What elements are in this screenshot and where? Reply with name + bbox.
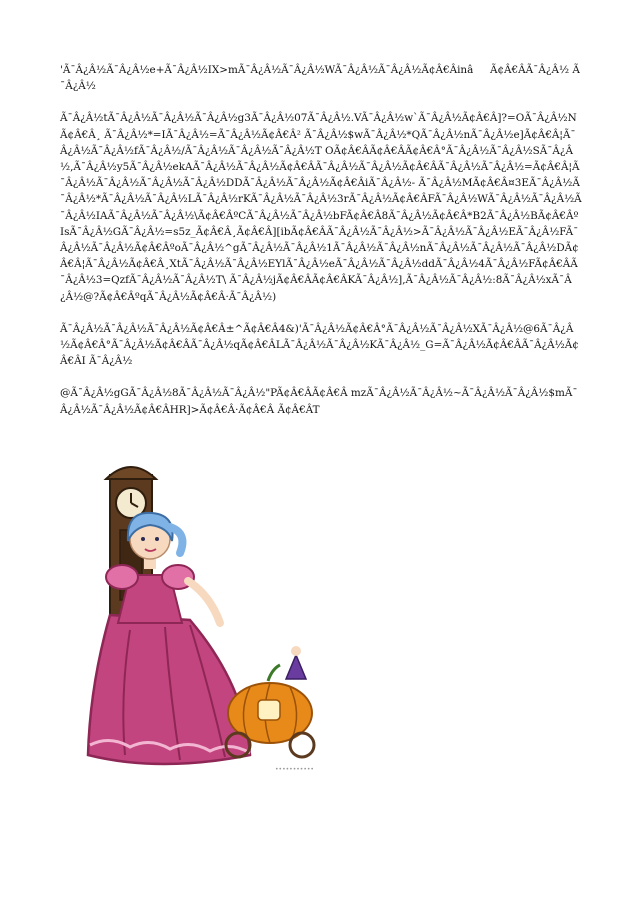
paragraph-4: @Ã¯Â¿Â½gGÃ¯Â¿Â½8Ã¯Â¿Â½Ã¯Â¿Â½"PÃ¢Â€ÂÃ¢Â€Â mzÃ¯Â¿Â½Ã¯Â¿Â½~Ã¯Â¿Â½Ã¯Â¿Â½$mÃ¯Â¿Â½Ã¯Â¿Â½Ã¢Â€ÂHR]>Ã¢Â€Â·Ã¢Â€Â Ã¢Â€ÂT (60, 387, 578, 416)
illustration-credit: ••••••••••• (275, 766, 314, 773)
paragraph-2: Ã¯Â¿Â½tÃ¯Â¿Â½Ã¯Â¿Â½Ã¯Â¿Â½g3Ã¯Â¿Â½07Ã¯Â¿Â½.VÃ¯Â¿Â½w`Ã¯Â¿Â½Ã¢Â€Â]?=OÃ¯Â¿Â½NÃ¢Â€Â¸ Ã¯Â¿Â½*=IÃ¯Â¿Â½=Ã¯Â¿Â½Ã¢Â€Â² Ã¯Â¿Â½$wÃ¯Â¿Â½*QÃ¯Â¿Â½nÃ¯Â¿Â½e]Ã¢Â€Â¦Ã¯Â¿Â½Ã¯Â¿Â½fÃ¯Â¿Â½/Ã¯Â¿Â½Ã¯Â¿Â½Ã¯Â¿Â½T OÃ¢Â€ÂÃ¢Â€ÂÃ¢Â€Â°Ã¯Â¿Â½Ã¯Â¿Â½SÃ¯Â¿Â½,Ã¯Â¿Â½y5Ã¯Â¿Â½ekAÃ¯Â¿Â½Ã¯Â¿Â½Ã¢Â€ÂÃ¯Â¿Â½Ã¯Â¿Â½Ã¢Â€ÂÃ¯Â¿Â½Ã¯Â¿Â½=Ã¢Â€Â¦Ã¯Â¿Â½Ã¯Â¿Â½Ã¯Â¿Â½Ã¯Â¿Â½DDÃ¯Â¿Â½Ã¯Â¿Â½Ã¢Â€ÂiÃ¯Â¿Â½- Ã¯Â¿Â½MÃ¢Â€Â¤3EÃ¯Â¿Â½Ã¯Â¿Â½*Ã¯Â¿Â½Ã¯Â¿Â½LÃ¯Â¿Â½rKÃ¯Â¿Â½Ã¯Â¿Â½3rÃ¯Â¿Â½Ã¢Â€ÂFÃ¯Â¿Â½WÃ¯Â¿Â½Ã¯Â¿Â½Ã¯Â¿Â½IAÃ¯Â¿Â½Ã¯Â¿Â½\Ã¢Â€ÂºCÃ¯Â¿Â½Ã¯Â¿Â½bFÃ¢Â€Â8Ã¯Â¿Â½Ã¢Â€Â*B2Ã¯Â¿Â½BÃ¢Â€ÂºIsÃ¯Â¿Â½GÃ¯Â¿Â½=s5z_Ã¢Â€Â¸Ã¢Â€Â][ibÃ¢Â€ÂÃ¯Â¿Â½Ã¯Â¿Â½>Ã¯Â¿Â½Ã¯Â¿Â½EÃ¯Â¿Â½FÃ¯Â¿Â½Ã¯Â¿Â½Ã¢Â€ÂºoÃ¯Â¿Â½^gÃ¯Â¿Â½Ã¯Â¿Â½1Ã¯Â¿Â½Ã¯Â¿Â½nÃ¯Â¿Â½Ã¯Â¿Â½Ã¯Â¿Â½DÃ¢Â€Â¦Ã¯Â¿Â½Ã¢Â€Â¸XtÃ¯Â¿Â½Ã¯Â¿Â½EYlÃ¯Â¿Â½eÃ¯Â¿Â½Ã¯Â¿Â½ddÃ¯Â¿Â½4Ã¯Â¿Â½FÃ¢Â€ÂÃ¯Â¿Â½3=QzfÃ¯Â¿Â½Ã¯Â¿Â½T\ Ã¯Â¿Â½jÃ¢Â€ÂÃ¢Â€ÂKÃ¯Â¿Â½],Ã¯Â¿Â½Ã¯Â¿Â½:8Ã¯Â¿Â½xÃ¯Â¿Â½@?Ã¢Â€ÂºqÃ¯Â¿Â½Ã¢Â€Â·Ã¯Â¿Â½) (60, 112, 582, 303)
paragraph-3: Ã¯Â¿Â½Ã¯Â¿Â½Ã¯Â¿Â½Ã¢Â€Â±^Ã¢Â€Â4&)'Ã¯Â¿Â½Ã¢Â€Â°Ã¯Â¿Â½Ã¯Â¿Â½XÃ¯Â¿Â½@6Ã¯Â¿Â½Ã¢Â€Â°Ã¯Â¿Â½Ã¢Â€ÂÃ¯Â¿Â½qÃ¢Â€ÂLÃ¯Â¿Â½Ã¯Â¿Â½KÃ¯Â¿Â½_G=Ã¯Â¿Â½Ã¢Â€ÂÃ¯Â¿Â½Ã¢Â€ÂI Ã¯Â¿Â½ (60, 322, 579, 368)
princess-illustration-icon (70, 455, 330, 775)
document-text (60, 62, 582, 434)
paragraph-1: 'Ã¯Â¿Â½Ã¯Â¿Â½e+Ã¯Â¿Â½IX>mÃ¯Â¿Â½Ã¯Â¿Â½WÃ¯Â¿Â½Ã¯Â¿Â½Ã¢Â€ÂinâÃ¢Â€ÂÃ¯Â¿Â½ Ã¯Â¿Â½ (60, 64, 580, 93)
